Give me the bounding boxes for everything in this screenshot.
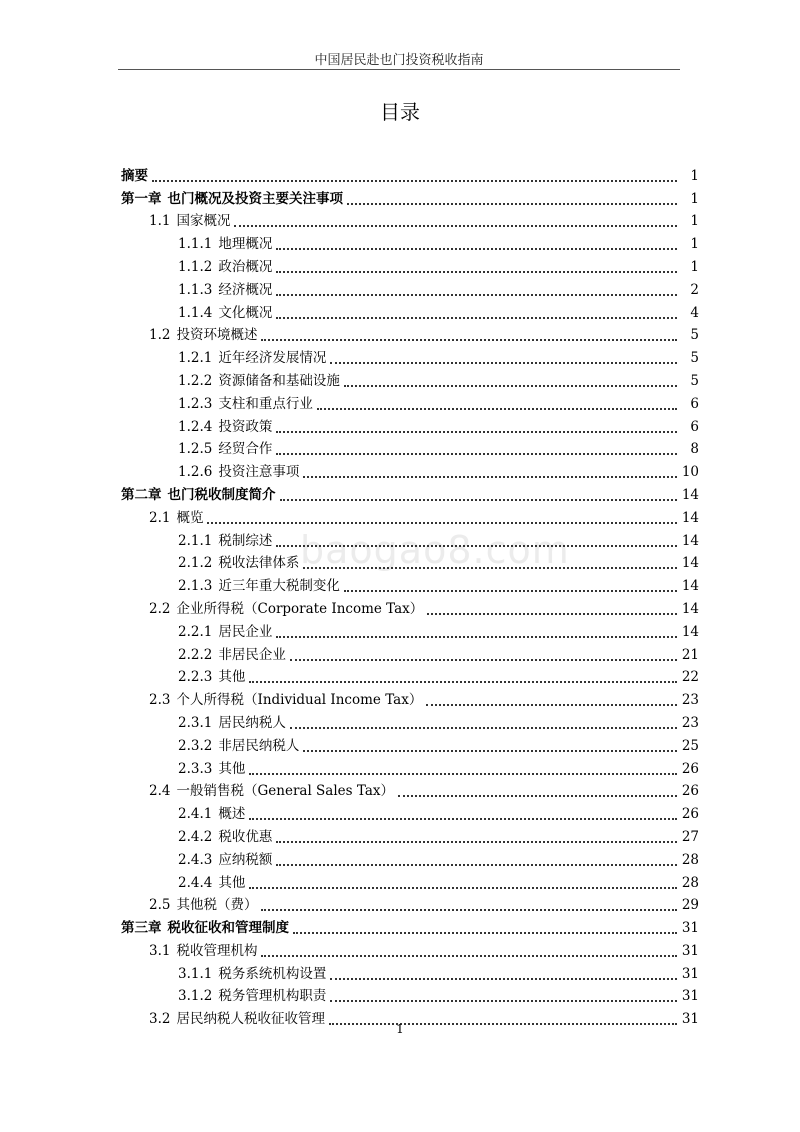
header-divider — [118, 69, 680, 70]
toc-entry[interactable] — [121, 481, 699, 504]
toc-entry-number: 1.2.6 — [178, 464, 213, 481]
toc-entry-page: 22 — [681, 669, 699, 686]
toc-leader-dots — [290, 658, 677, 661]
toc-entry-number: 2.3.1 — [178, 714, 213, 731]
toc-leader-dots — [261, 954, 677, 957]
toc-entry[interactable] — [121, 162, 699, 185]
toc-entry-label — [178, 715, 286, 732]
toc-entry-number: 2.1.1 — [178, 532, 213, 549]
toc-entry[interactable] — [121, 732, 699, 755]
toc-leader-dots — [347, 202, 677, 205]
toc-leader-dots — [293, 931, 677, 934]
toc-entry[interactable] — [121, 960, 699, 983]
toc-entry-text: 投资政策 — [218, 418, 273, 435]
toc-entry-label — [178, 875, 245, 892]
toc-entry-label — [178, 647, 286, 664]
toc-entry-label — [178, 555, 299, 572]
toc-entry-page: 31 — [681, 942, 699, 959]
toc-entry-page: 25 — [681, 737, 699, 754]
toc-entry[interactable] — [121, 664, 699, 687]
toc-entry[interactable] — [121, 641, 699, 664]
toc-entry-page: 31 — [681, 1011, 699, 1028]
toc-entry-label — [178, 350, 326, 367]
toc-entry-number: 1.2.5 — [178, 441, 213, 458]
toc-entry-number: 1.1.4 — [178, 304, 213, 321]
toc-entry-text: 税收管理机构 — [176, 942, 258, 959]
toc-entry-label — [178, 738, 299, 755]
toc-entry[interactable] — [121, 185, 699, 208]
toc-entry[interactable] — [121, 458, 699, 481]
toc-entry-text: 其他税（费） — [176, 897, 258, 914]
toc-entry-text: 国家概况 — [176, 213, 231, 230]
toc-leader-dots — [234, 224, 677, 227]
toc-entry-label — [149, 327, 257, 344]
page-number: 1 — [396, 1022, 404, 1036]
toc-entry[interactable] — [121, 344, 699, 367]
toc-entry-number: 1.2.1 — [178, 350, 213, 367]
toc-entry-page: 5 — [690, 350, 699, 367]
toc-entry[interactable] — [121, 413, 699, 436]
toc-entry-label — [149, 692, 422, 709]
toc-entry-page: 6 — [690, 418, 699, 435]
toc-entry-page: 31 — [681, 965, 699, 982]
toc-leader-dots — [249, 817, 677, 820]
toc-entry-page: 23 — [681, 692, 699, 709]
toc-leader-dots — [426, 703, 677, 706]
toc-entry-label — [178, 396, 313, 413]
toc-entry-label — [178, 419, 272, 436]
toc-entry-label — [178, 236, 272, 253]
toc-entry-number: 2.1 — [149, 509, 171, 526]
toc-entry[interactable] — [121, 755, 699, 778]
toc-entry-number: 第一章 — [121, 190, 162, 207]
toc-entry-text: 支柱和重点行业 — [218, 395, 313, 412]
toc-entry-page: 14 — [681, 509, 699, 526]
toc-entry-text: 也门概况及投资主要关注事项 — [167, 190, 343, 207]
toc-entry[interactable] — [121, 253, 699, 276]
toc-leader-dots — [249, 772, 677, 775]
toc-entry-page: 28 — [681, 851, 699, 868]
toc-leader-dots — [207, 521, 677, 524]
toc-entry[interactable] — [121, 914, 699, 937]
toc-entry-text: 概述 — [218, 806, 246, 823]
toc-leader-dots — [276, 452, 677, 455]
toc-leader-dots — [317, 407, 677, 410]
toc-entry-text: 个人所得税（Individual Income Tax） — [176, 692, 423, 709]
toc-entry-label — [121, 920, 289, 937]
toc-entry-page: 29 — [681, 897, 699, 914]
toc-leader-dots — [303, 749, 677, 752]
toc-entry-page: 5 — [690, 327, 699, 344]
toc-entry-number: 3.1.2 — [178, 988, 213, 1005]
toc-entry-page: 2 — [690, 281, 699, 298]
toc-entry-number: 第三章 — [121, 920, 162, 937]
toc-entry-label — [121, 191, 343, 208]
toc-entry-number: 2.2.2 — [178, 646, 213, 663]
toc-entry[interactable] — [121, 390, 699, 413]
toc-entry[interactable] — [121, 983, 699, 1006]
toc-entry-number: 2.5 — [149, 897, 171, 914]
toc-entry-number: 2.1.2 — [178, 555, 213, 572]
toc-entry-text: 居民纳税人税收征收管理 — [176, 1011, 325, 1028]
toc-entry-label — [149, 510, 203, 527]
toc-entry-number: 第二章 — [121, 486, 162, 503]
toc-entry-number: 1.2.3 — [178, 395, 213, 412]
toc-entry-number: 2.3 — [149, 692, 171, 709]
toc-leader-dots — [152, 179, 677, 182]
toc-entry-page: 4 — [690, 304, 699, 321]
toc-entry-page: 27 — [681, 828, 699, 845]
watermark: baogao8.com — [300, 528, 570, 572]
toc-entry[interactable] — [121, 322, 699, 345]
toc-entry-number: 1.2 — [149, 327, 171, 344]
toc-entry-text: 一般销售税（General Sales Tax） — [176, 783, 394, 800]
toc-entry-page: 26 — [681, 806, 699, 823]
toc-entry-text: 税务系统机构设置 — [218, 965, 327, 982]
toc-title: 目录 — [380, 100, 420, 124]
toc-entry-label — [178, 829, 272, 846]
toc-entry-label — [149, 943, 257, 960]
toc-entry-label — [178, 806, 245, 823]
toc-entry-page: 31 — [681, 920, 699, 937]
toc-entry-label — [149, 897, 257, 914]
toc-entry-text: 其他 — [218, 874, 246, 891]
toc-entry-text: 非居民企业 — [218, 646, 286, 663]
toc-entry-page: 8 — [690, 441, 699, 458]
toc-leader-dots — [303, 566, 677, 569]
toc-entry-label — [178, 852, 272, 869]
toc-entry-page: 23 — [681, 714, 699, 731]
toc-entry[interactable] — [121, 550, 699, 573]
toc-entry-page: 14 — [681, 555, 699, 572]
toc-entry[interactable] — [121, 436, 699, 459]
toc-entry-page: 31 — [681, 988, 699, 1005]
toc-entry-number: 2.4 — [149, 783, 171, 800]
toc-entry-text: 税收优惠 — [218, 828, 273, 845]
toc-entry-number: 1.1.2 — [178, 258, 213, 275]
toc-entry-text: 近三年重大税制变化 — [218, 578, 340, 595]
toc-leader-dots — [303, 475, 677, 478]
toc-entry-text: 资源储备和基础设施 — [218, 372, 340, 389]
toc-entry[interactable] — [121, 504, 699, 527]
toc-entry-label — [149, 601, 423, 618]
toc-leader-dots — [276, 840, 677, 843]
toc-entry-label — [149, 213, 230, 230]
toc-entry[interactable] — [121, 208, 699, 231]
toc-entry-text: 居民企业 — [218, 623, 273, 640]
toc-entry-label — [178, 259, 272, 276]
toc-entry-text: 近年经济发展情况 — [218, 350, 327, 367]
toc-entry[interactable] — [121, 823, 699, 846]
toc-entry-number: 1.1.3 — [178, 281, 213, 298]
toc-entry-text: 文化概况 — [218, 304, 273, 321]
toc-entry-page: 5 — [690, 372, 699, 389]
toc-entry-text: 也门税收制度简介 — [167, 486, 276, 503]
toc-entry[interactable] — [121, 892, 699, 915]
toc-entry-text: 其他 — [218, 760, 246, 777]
toc-leader-dots — [398, 794, 677, 797]
toc-entry[interactable] — [121, 846, 699, 869]
toc-entry-text: 摘要 — [121, 167, 148, 184]
toc-leader-dots — [290, 726, 677, 729]
toc-entry[interactable] — [121, 869, 699, 892]
toc-entry[interactable] — [121, 276, 699, 299]
toc-entry-number: 2.2.1 — [178, 623, 213, 640]
toc-leader-dots — [330, 999, 677, 1002]
toc-leader-dots — [276, 247, 677, 250]
toc-entry-number: 2.4.1 — [178, 806, 213, 823]
toc-entry-text: 政治概况 — [218, 258, 273, 275]
toc-entry-text: 非居民纳税人 — [218, 737, 300, 754]
toc-entry-page: 1 — [690, 258, 699, 275]
toc-entry-label — [178, 988, 326, 1005]
toc-entry-page: 14 — [681, 486, 699, 503]
toc-entry[interactable] — [121, 230, 699, 253]
toc-entry-label — [149, 783, 394, 800]
toc-entry-label — [178, 441, 272, 458]
toc-entry[interactable] — [121, 686, 699, 709]
toc-entry-label — [178, 464, 299, 481]
toc-entry-number: 2.3.2 — [178, 737, 213, 754]
toc-entry-text: 税制综述 — [218, 532, 273, 549]
toc-entry[interactable] — [121, 800, 699, 823]
toc-entry-page: 28 — [681, 874, 699, 891]
toc-entry-text: 企业所得税（Corporate Income Tax） — [176, 600, 424, 617]
toc-entry-label — [178, 578, 340, 595]
toc-entry-page: 14 — [681, 578, 699, 595]
toc-entry-page: 21 — [681, 646, 699, 663]
toc-entry[interactable] — [121, 618, 699, 641]
toc-entry-number: 2.4.2 — [178, 828, 213, 845]
toc-entry-text: 应纳税额 — [218, 851, 273, 868]
toc-leader-dots — [276, 270, 677, 273]
toc-entry-label — [178, 533, 272, 550]
toc-leader-dots — [344, 589, 677, 592]
toc-entry-number: 3.2 — [149, 1011, 171, 1028]
toc-entry-text: 投资注意事项 — [218, 464, 300, 481]
toc-entry-page: 14 — [681, 623, 699, 640]
toc-entry-text: 税务管理机构职责 — [218, 988, 327, 1005]
toc-entry-label — [178, 966, 326, 983]
toc-entry-text: 居民纳税人 — [218, 714, 286, 731]
toc-entry-number: 3.1 — [149, 942, 171, 959]
toc-entry-label — [121, 487, 276, 504]
toc-leader-dots — [344, 384, 677, 387]
toc-leader-dots — [330, 361, 677, 364]
toc-entry-number: 2.1.3 — [178, 578, 213, 595]
toc-entry-number: 2.4.4 — [178, 874, 213, 891]
toc-entry-text: 税收法律体系 — [218, 555, 300, 572]
toc-leader-dots — [249, 680, 677, 683]
toc-entry-number: 1.1.1 — [178, 236, 213, 253]
toc-leader-dots — [276, 544, 677, 547]
toc-entry[interactable] — [121, 778, 699, 801]
toc-entry-label — [178, 624, 272, 641]
toc-entry-page: 1 — [690, 236, 699, 253]
toc-entry-label — [178, 761, 245, 778]
toc-entry-text: 经济概况 — [218, 281, 273, 298]
toc-entry[interactable] — [121, 299, 699, 322]
toc-leader-dots — [249, 886, 677, 889]
toc-entry-page: 1 — [690, 167, 699, 184]
toc-entry-text: 其他 — [218, 669, 246, 686]
table-of-contents — [121, 162, 699, 1028]
toc-entry-number: 1.2.4 — [178, 418, 213, 435]
toc-entry-number: 1.2.2 — [178, 372, 213, 389]
toc-entry[interactable] — [121, 709, 699, 732]
toc-entry-page: 10 — [681, 464, 699, 481]
toc-leader-dots — [276, 293, 677, 296]
toc-entry[interactable] — [121, 937, 699, 960]
toc-entry-page: 26 — [681, 760, 699, 777]
toc-entry-number: 2.2 — [149, 600, 171, 617]
toc-entry-label — [178, 282, 272, 299]
toc-entry-page: 14 — [681, 532, 699, 549]
page-header: 中国居民赴也门投资税收指南 — [314, 53, 484, 68]
toc-leader-dots — [276, 430, 677, 433]
toc-entry-number: 2.4.3 — [178, 851, 213, 868]
toc-leader-dots — [280, 498, 678, 501]
toc-leader-dots — [276, 316, 677, 319]
toc-leader-dots — [427, 612, 677, 615]
toc-leader-dots — [261, 338, 677, 341]
toc-entry-page: 6 — [690, 395, 699, 412]
toc-entry-label — [178, 305, 272, 322]
toc-entry-number: 2.2.3 — [178, 669, 213, 686]
toc-entry[interactable] — [121, 367, 699, 390]
toc-entry-number: 2.3.3 — [178, 760, 213, 777]
toc-entry-text: 地理概况 — [218, 236, 273, 253]
toc-entry[interactable] — [121, 527, 699, 550]
toc-entry-label — [178, 669, 245, 686]
toc-leader-dots — [330, 977, 677, 980]
toc-entry-page: 14 — [681, 600, 699, 617]
toc-entry-page: 1 — [690, 213, 699, 230]
toc-entry-text: 税收征收和管理制度 — [167, 920, 289, 937]
toc-entry-label — [121, 168, 148, 185]
toc-entry[interactable] — [121, 595, 699, 618]
toc-leader-dots — [276, 863, 677, 866]
toc-entry-page: 26 — [681, 783, 699, 800]
toc-entry-text: 概览 — [176, 509, 204, 526]
toc-entry-number: 3.1.1 — [178, 965, 213, 982]
toc-entry-number: 1.1 — [149, 213, 171, 230]
toc-leader-dots — [276, 635, 677, 638]
toc-entry-page: 1 — [690, 190, 699, 207]
toc-entry-text: 经贸合作 — [218, 441, 273, 458]
toc-leader-dots — [261, 908, 677, 911]
toc-entry[interactable] — [121, 572, 699, 595]
toc-entry-label — [178, 373, 340, 390]
toc-entry-text: 投资环境概述 — [176, 327, 258, 344]
